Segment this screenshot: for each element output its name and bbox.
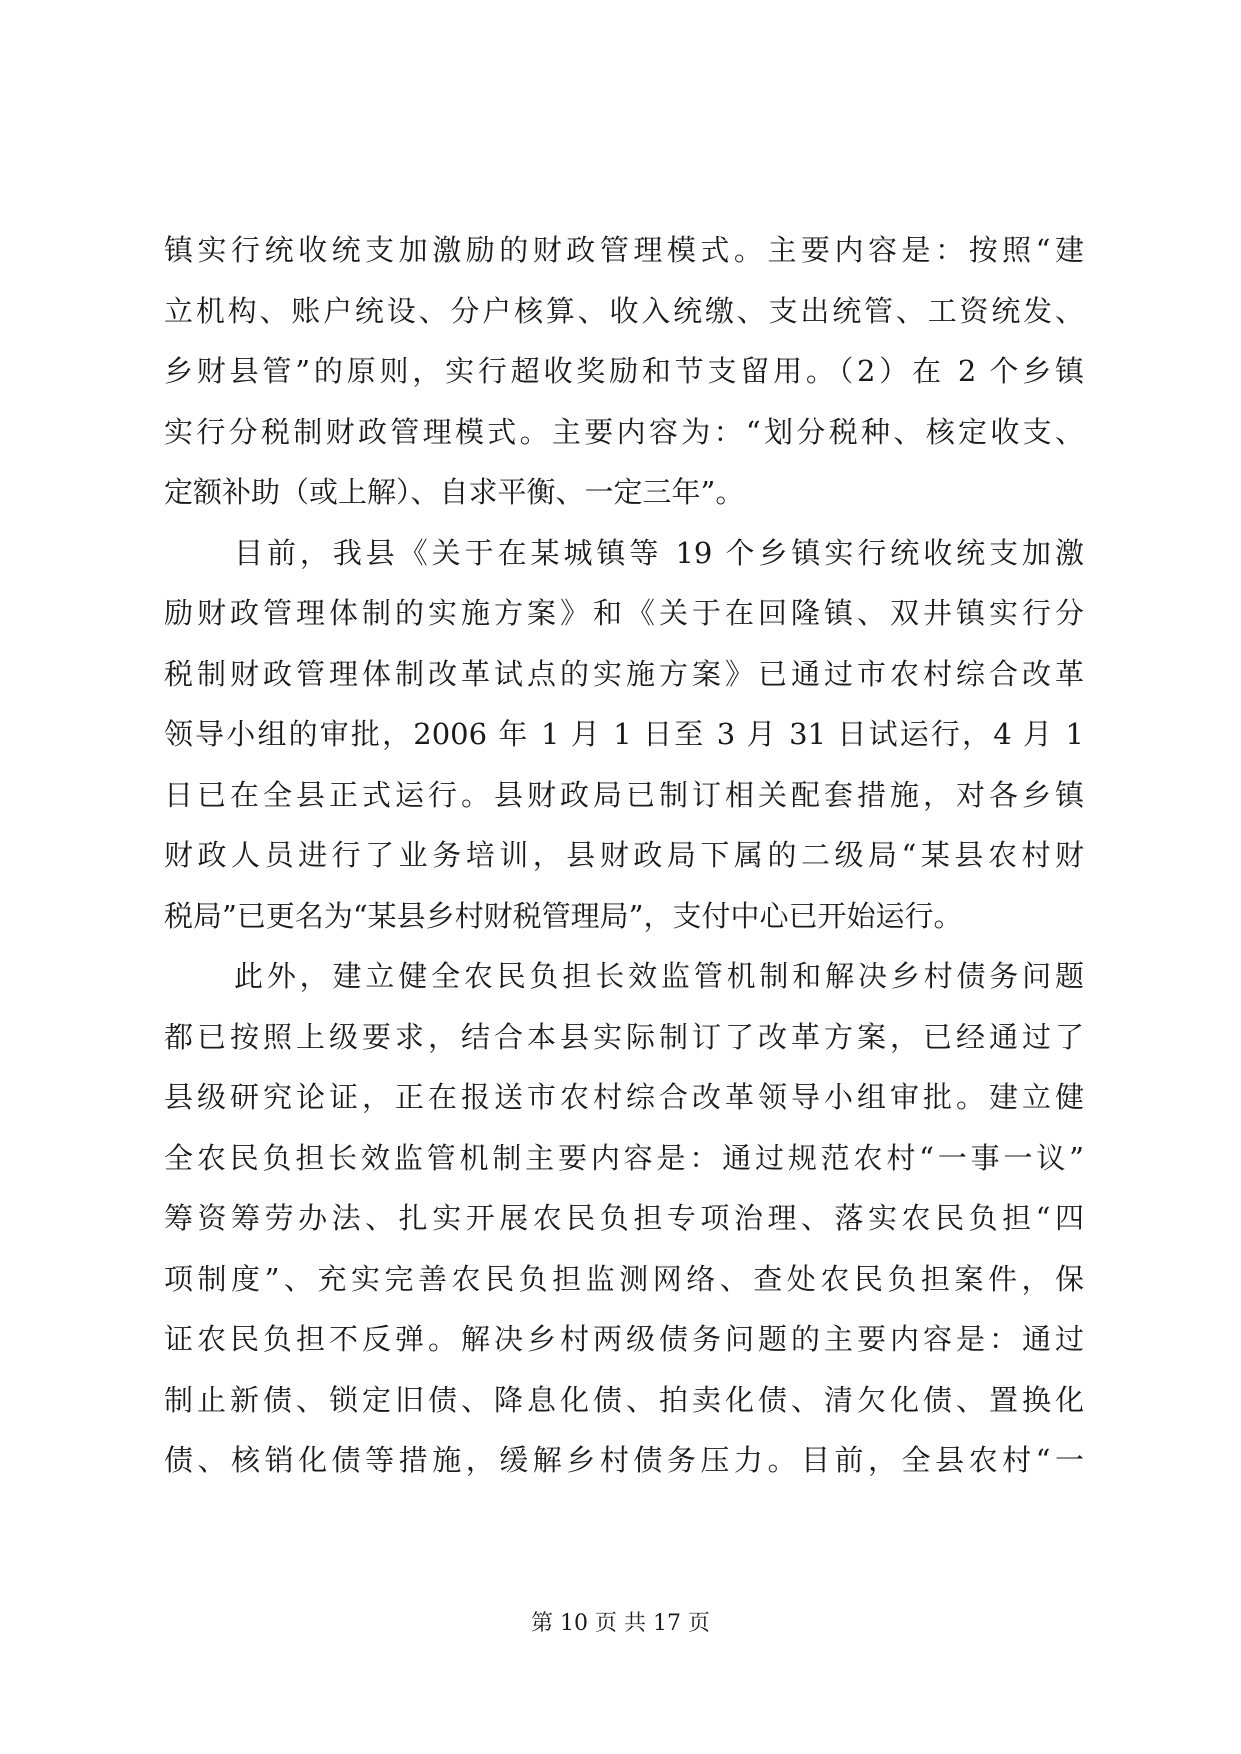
body-text (164, 230, 1084, 1501)
paragraph-line: 项制度”、充实完善农民负担监测网络、查处农民负担案件，保 (164, 1261, 1084, 1296)
paragraph (164, 230, 1084, 533)
paragraph-line: 制止新债、锁定旧债、降息化债、拍卖化债、清欠化债、置换化 (164, 1382, 1084, 1417)
paragraph-line: 都已按照上级要求，结合本县实际制订了改革方案，已经通过了 (164, 1019, 1084, 1054)
paragraph-line: 税制财政管理体制改革试点的实施方案》已通过市农村综合改革 (164, 656, 1084, 691)
paragraph-line: 县级研究论证，正在报送市农村综合改革领导小组审批。建立健 (164, 1080, 1084, 1114)
paragraph-line: 日已在全县正式运行。县财政局已制订相关配套措施，对各乡镇 (164, 777, 1084, 812)
paragraph-line: 实行分税制财政管理模式。主要内容为：“划分税种、核定收支、 (164, 414, 1084, 449)
paragraph (164, 956, 1084, 1501)
paragraph-line: 筹资筹劳办法、扎实开展农民负担专项治理、落实农民负担“四 (164, 1201, 1084, 1235)
paragraph-line: 定额补助（或上解）、自求平衡、一定三年”。 (164, 475, 745, 509)
paragraph-line: 此外，建立健全农民负担长效监管机制和解决乡村债务问题 (234, 959, 1084, 993)
paragraph-line: 财政人员进行了业务培训，县财政局下属的二级局“某县农村财 (164, 838, 1084, 872)
paragraph-line: 证农民负担不反弹。解决乡村两级债务问题的主要内容是：通过 (164, 1322, 1084, 1356)
paragraph-line: 全农民负担长效监管机制主要内容是：通过规范农村“一事一议” (164, 1140, 1084, 1175)
page-footer: 第 10 页 共 17 页 (531, 1611, 710, 1636)
paragraph-line: 债、核销化债等措施，缓解乡村债务压力。目前，全县农村“一 (164, 1443, 1084, 1477)
paragraph-line: 税局”已更名为“某县乡村财税管理局”，支付中心已开始运行。 (164, 898, 963, 933)
paragraph-line: 镇实行统收统支加激励的财政管理模式。主要内容是：按照“建 (164, 233, 1084, 267)
paragraph (164, 533, 1084, 957)
paragraph-line: 目前，我县《关于在某城镇等 19 个乡镇实行统收统支加激 (234, 535, 1084, 570)
paragraph-line: 乡财县管”的原则，实行超收奖励和节支留用。（2）在 2 个乡镇 (164, 354, 1084, 388)
paragraph-line: 励财政管理体制的实施方案》和《关于在回隆镇、双井镇实行分 (164, 596, 1084, 630)
paragraph-line: 领导小组的审批，2006 年 1 月 1 日至 3 月 31 日试运行，4 月 1 (164, 717, 1084, 751)
paragraph-line: 立机构、账户统设、分户核算、收入统缴、支出统管、工资统发、 (164, 293, 1084, 328)
